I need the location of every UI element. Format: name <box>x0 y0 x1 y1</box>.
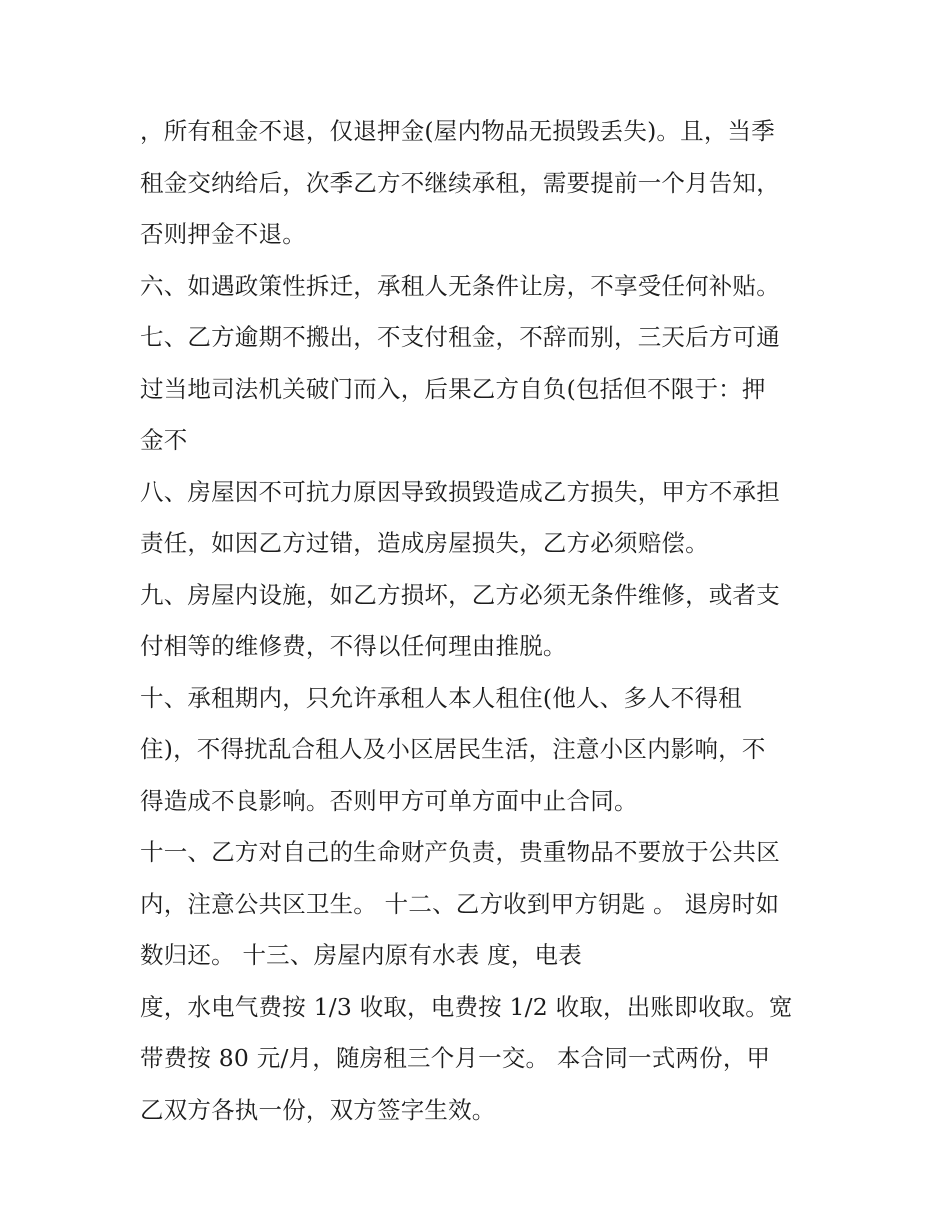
text-line: 住)，不得扰乱合租人及小区居民生活，注意小区内影响，不 <box>140 735 766 763</box>
text-line: 责任，如因乙方过错，造成房屋损失，乙方必须赔偿。 <box>140 529 709 557</box>
clause-ten-line: 十、承租期内，只允许承租人本人租住(他人、多人不得租 <box>140 683 742 712</box>
text-line: 度，水电气费按 1/3 收取，电费按 1/2 收取，出账即收取。宽 <box>140 992 793 1021</box>
clause-nine-line: 九、房屋内设施，如乙方损坏，乙方必须无条件维修，或者支 <box>140 580 780 609</box>
text-line: 付相等的维修费，不得以任何理由推脱。 <box>140 632 567 660</box>
text-line: 乙双方各执一份，双方签字生效。 <box>140 1095 496 1124</box>
text-line: 租金交纳给后，次季乙方不继续承租，需要提前一个月告知， <box>140 168 780 197</box>
clause-eight-line: 八、房屋因不可抗力原因导致损毁造成乙方损失，甲方不承担 <box>140 477 780 506</box>
clause-seven-line: 七、乙方逾期不搬出，不支付租金，不辞而别，三天后方可通 <box>140 323 780 351</box>
text-line: 内，注意公共区卫生。 十二、乙方收到甲方钥匙 。 退房时如 <box>140 889 780 918</box>
clause-six-line: 六、如遇政策性拆迁，承租人无条件让房，不享受任何补贴。 <box>140 271 780 300</box>
text-line: 否则押金不退。 <box>140 220 306 248</box>
text-line: 过当地司法机关破门而入，后果乙方自负(包括但不限于：押 <box>140 374 766 403</box>
text-line: ，所有租金不退，仅退押金(屋内物品无损毁丢失)。且，当季 <box>140 117 775 145</box>
text-line: 带费按 80 元/月，随房租三个月一交。 本合同一式两份，甲 <box>140 1044 771 1072</box>
clause-eleven-line: 十一、乙方对自己的生命财产负责，贵重物品不要放于公共区 <box>140 838 780 866</box>
contract-body <box>140 108 820 1138</box>
text-line: 金不 <box>140 426 188 454</box>
text-line: 数归还。 十三、房屋内原有水表 度，电表 <box>140 941 582 969</box>
text-line: 得造成不良影响。否则甲方可单方面中止合同。 <box>140 786 638 815</box>
